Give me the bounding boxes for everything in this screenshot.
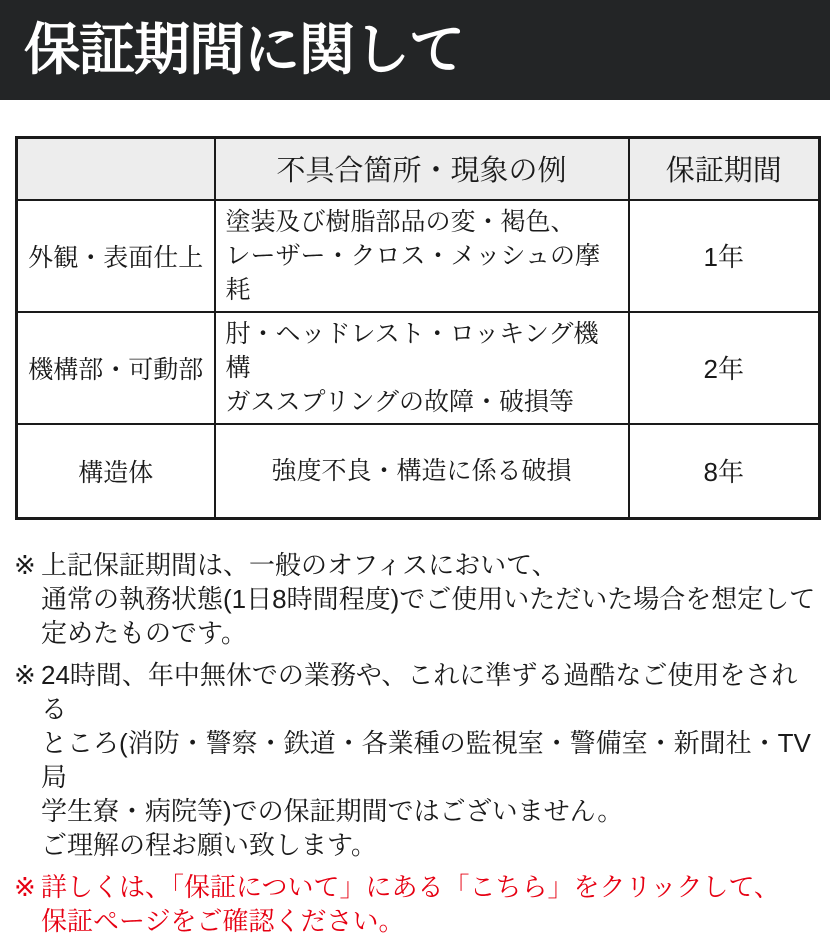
note-marker: ※ xyxy=(14,550,36,580)
title-bar xyxy=(0,0,830,100)
cell-period: 8年 xyxy=(629,424,820,519)
cell-period: 2年 xyxy=(629,312,820,424)
header-cell-period: 保証期間 xyxy=(629,138,820,200)
note-lines xyxy=(41,658,822,862)
header-cell-empty xyxy=(17,138,215,200)
table-row-mechanism xyxy=(17,312,820,424)
table-header-row xyxy=(17,138,820,200)
example-line: ガススプリングの故障・破損等 xyxy=(225,387,575,416)
cell-examples xyxy=(215,424,629,519)
table-row-structure xyxy=(17,424,820,519)
example-line: 強度不良・構造に係る破損 xyxy=(271,456,572,485)
note-line: 学生寮・病院等)での保証期間ではございません。 xyxy=(41,796,624,826)
note-heavy-use-exclusion xyxy=(14,658,822,862)
note-line: 詳しくは、「保証について」にある「こちら」をクリックして、 xyxy=(41,872,780,902)
note-line: 24時間、年中無休での業務や、これに準ずる過酷なご使用をされる xyxy=(41,660,798,724)
note-line: 保証ページをご確認ください。 xyxy=(41,906,405,936)
note-line: 定めたものです。 xyxy=(41,618,247,648)
note-warranty-page-link xyxy=(14,870,822,938)
cell-period: 1年 xyxy=(629,200,820,312)
note-line: 上記保証期間は、一般のオフィスにおいて、 xyxy=(41,550,558,580)
cell-part: 外観・表面仕上 xyxy=(17,200,215,312)
note-usage-assumption xyxy=(14,548,822,650)
example-line: 肘・ヘッドレスト・ロッキング機構 xyxy=(225,319,599,382)
note-line: 通常の執務状態(1日8時間程度)でご使用いただいた場合を想定して xyxy=(41,584,816,614)
header-cell-examples: 不具合箇所・現象の例 xyxy=(215,138,629,200)
cell-part: 構造体 xyxy=(17,424,215,519)
cell-examples xyxy=(215,312,629,424)
notes-section xyxy=(14,548,822,938)
note-line: ご理解の程お願い致します。 xyxy=(41,830,377,860)
note-marker: ※ xyxy=(14,872,36,902)
example-line: レーザー・クロス・メッシュの摩耗 xyxy=(225,241,601,304)
page-title: 保証期間に関して xyxy=(24,18,464,81)
note-lines xyxy=(41,870,822,938)
cell-examples xyxy=(215,200,629,312)
note-marker: ※ xyxy=(14,660,36,690)
note-lines xyxy=(41,548,822,650)
warranty-table xyxy=(15,136,821,520)
table-row-appearance xyxy=(17,200,820,312)
example-line: 塗装及び樹脂部品の変・褐色、 xyxy=(225,207,576,236)
note-line: ところ(消防・警察・鉄道・各業種の監視室・警備室・新聞社・TV局 xyxy=(41,728,811,792)
cell-part: 機構部・可動部 xyxy=(17,312,215,424)
